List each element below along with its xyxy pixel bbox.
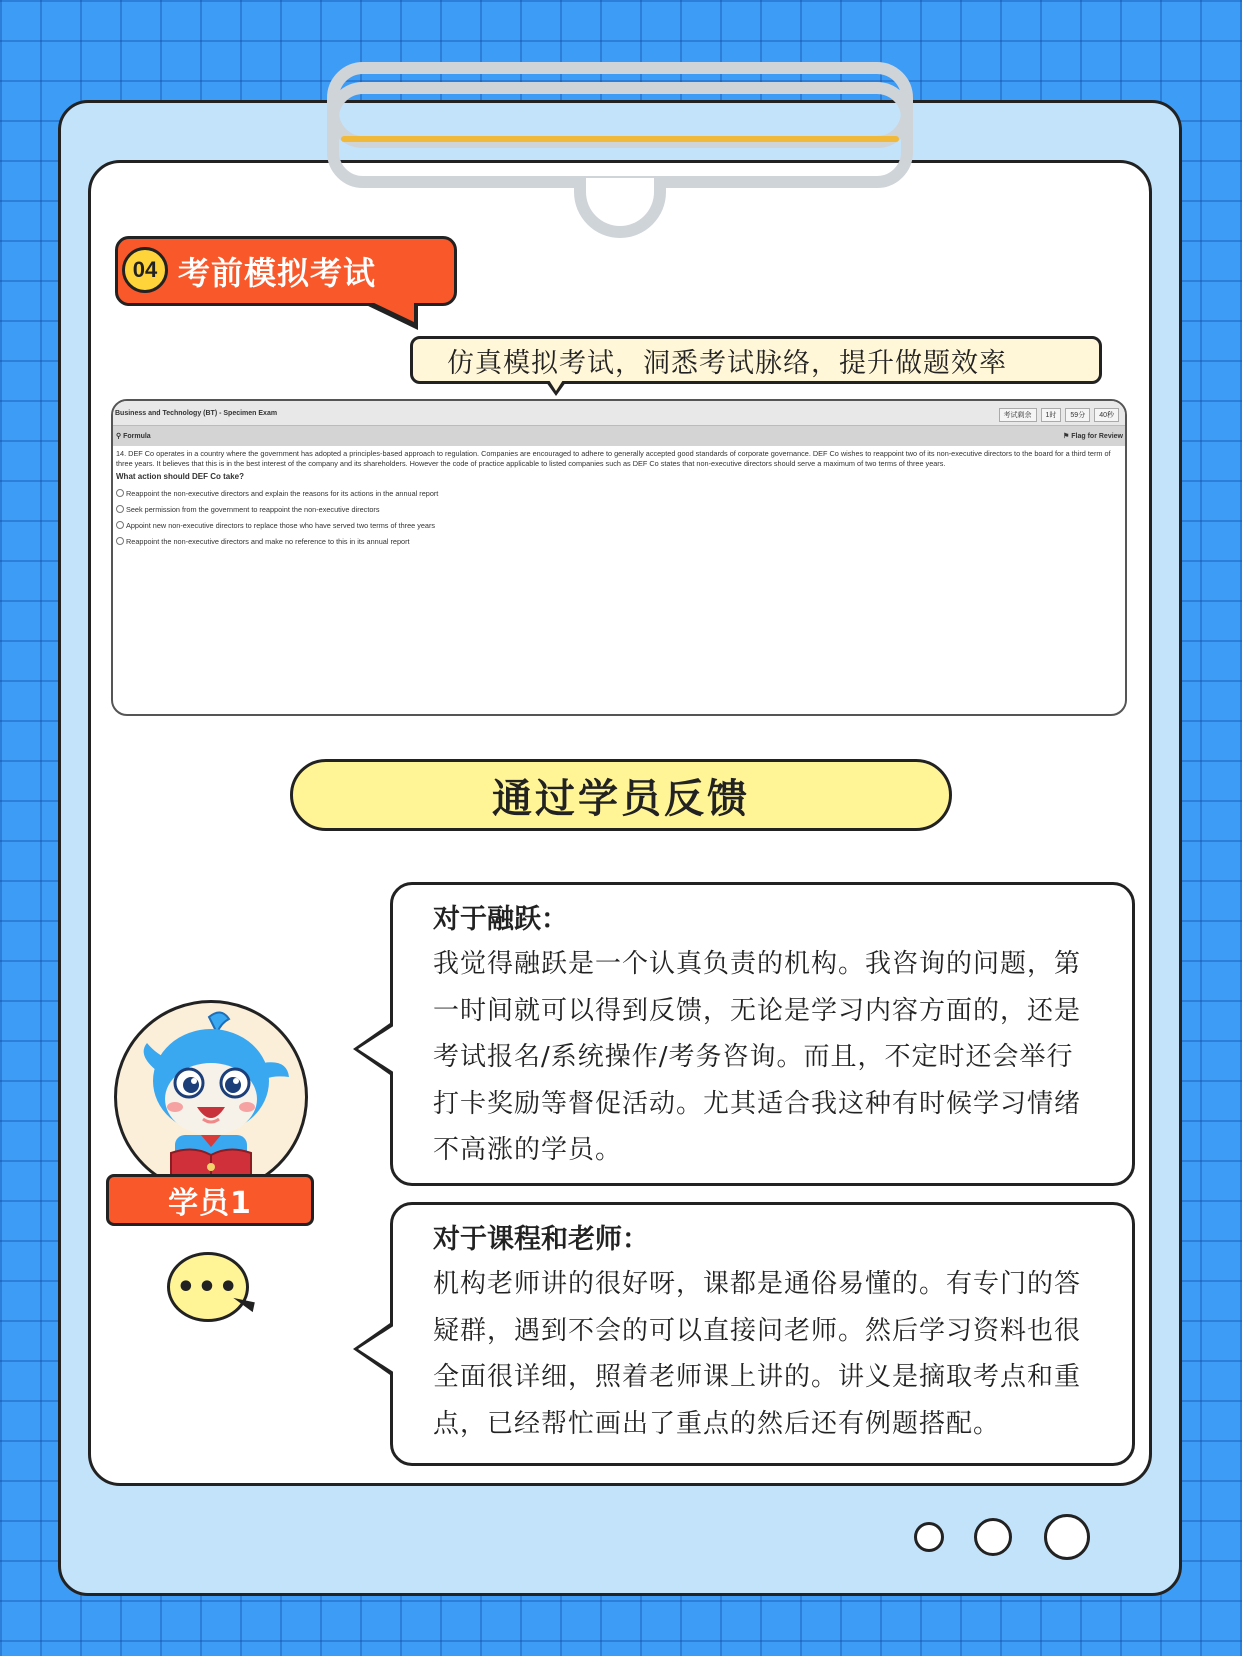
exam-screenshot (111, 399, 1127, 716)
exam-timer-seconds: 40秒 (1094, 408, 1119, 422)
flag-icon: ⚑ (1063, 433, 1072, 440)
clip-gold-strip (341, 136, 899, 142)
question-prompt: What action should DEF Co take? (116, 472, 245, 482)
exam-timer-label: 考试剩余 (999, 408, 1037, 422)
tip-bubble-tail-fill (549, 380, 563, 391)
feedback-line: 疑群，遇到不会的可以直接问老师。然后学习资料也很 (433, 1315, 1082, 1346)
feedback-title: 通过学员反馈 (290, 759, 952, 831)
clip-front-ring (327, 82, 913, 188)
decor-circle-large (1044, 1514, 1090, 1560)
answer-option[interactable] (116, 505, 1122, 515)
radio-icon[interactable] (116, 489, 124, 497)
answer-option-label: Reappoint the non-executive directors and explain the reasons for its actions in the annual report (126, 488, 439, 498)
answer-option-label: Appoint new non-executive directors to replace those who have served two terms of three years (126, 521, 436, 531)
formula-button[interactable] (116, 432, 151, 440)
feedback-line: 我觉得融跃是一个认真负责的机构。我咨询的问题，第 (433, 949, 1082, 979)
answer-option-label: Reappoint the non-executive directors and make no reference to this in its annual report (126, 537, 410, 547)
feedback-line: 打卡奖励等督促活动。尤其适合我这种有时候学习情绪 (433, 1088, 1082, 1119)
student-avatar (114, 1000, 308, 1194)
radio-icon[interactable] (116, 521, 124, 529)
decor-circle-medium (974, 1518, 1012, 1556)
feedback-card-heading: 对于融跃： (433, 904, 568, 935)
decor-circle-small (914, 1522, 944, 1552)
feedback-card-courses (390, 1202, 1135, 1466)
radio-icon[interactable] (116, 505, 124, 513)
shark-mascot-icon (117, 1003, 305, 1191)
feedback-line: 全面很详细，照着老师课上讲的。讲义是摘取考点和重 (433, 1362, 1082, 1392)
exam-toolbar (113, 426, 1125, 446)
answer-option[interactable] (116, 537, 1122, 547)
student-name-badge: 学员1 (106, 1174, 314, 1226)
section-number-badge: 04 (122, 247, 168, 293)
feedback-line: 不高涨的学员。 (433, 1135, 623, 1165)
flag-label: Flag for Review (1071, 433, 1123, 440)
feedback-card-institution (390, 882, 1135, 1186)
card-tail-fill (358, 1325, 395, 1373)
feedback-card-heading: 对于课程和老师： (433, 1224, 649, 1255)
formula-icon: ⚲ (116, 433, 124, 440)
exam-timer (999, 408, 1120, 422)
section-title: 考前模拟考试 (178, 254, 377, 292)
flag-for-review-button[interactable] (1063, 432, 1123, 440)
feedback-line: 考试报名/系统操作/考务咨询。而且，不定时还会举行 (433, 1042, 1074, 1072)
exam-header (113, 401, 1125, 426)
exam-title: Business and Technology (BT) - Specimen Exam (115, 410, 278, 417)
feedback-card-text (433, 941, 1104, 1174)
section-tag-tail-fill (370, 301, 414, 322)
exam-timer-hours: 1时 (1041, 408, 1062, 422)
exam-question-area (113, 446, 1125, 556)
feedback-line: 点，已经帮忙画出了重点的然后还有例题搭配。 (433, 1408, 1001, 1439)
more-dots-bubble: ••• (167, 1252, 249, 1322)
radio-icon[interactable] (116, 537, 124, 545)
answer-option-label: Seek permission from the government to reappoint the non-executive directors (126, 504, 380, 514)
card-tail-fill (358, 1025, 395, 1073)
answer-option[interactable] (116, 489, 1122, 499)
feedback-line: 机构老师讲的很好呀，课都是通俗易懂的。有专门的答 (433, 1269, 1082, 1299)
exam-timer-minutes: 59分 (1065, 408, 1090, 422)
question-text: 14. DEF Co operates in a country where the government has adopted a principles-based approach to regulation. Companies are encouraged to adhere to generally accepted good standards of corporate governance. DEF Co wishes to reappoint two of its non-executive directors to the board for a third term of three years. It believes that this is in the best interest of the company and its shareholders. However the code of practice applicable to listed companies such as DEF Co states that non-executive directors should serve a maximum of two terms of three years. (116, 449, 1111, 469)
answer-option[interactable] (116, 521, 1122, 531)
formula-label: Formula (123, 433, 151, 440)
feedback-card-text (433, 1261, 1104, 1447)
feedback-line: 一时间就可以得到反馈，无论是学习内容方面的，还是 (433, 995, 1082, 1026)
tip-bubble: 仿真模拟考试，洞悉考试脉络，提升做题效率 (410, 336, 1102, 384)
